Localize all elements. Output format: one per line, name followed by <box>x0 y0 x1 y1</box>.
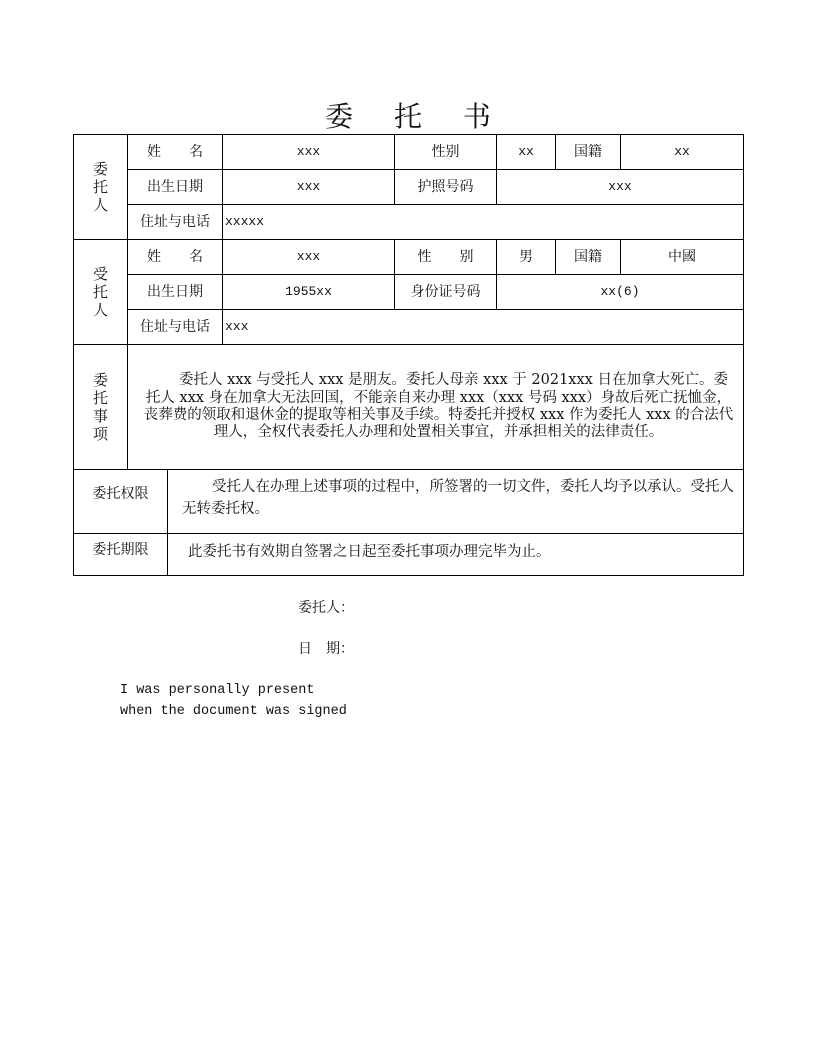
principal-signature-label: 委托人： <box>298 600 354 616</box>
agent-row-birth <box>74 275 744 310</box>
agent-section-label: 受 托 人 <box>74 240 128 345</box>
principal-nationality-label: 国籍 <box>556 135 621 170</box>
agent-birthdate-value: 1955xx <box>223 275 395 310</box>
handwritten-note <box>120 680 347 722</box>
agent-birthdate-label: 出生日期 <box>128 275 223 310</box>
principal-row-name <box>74 135 744 170</box>
principal-name-label: 姓 名 <box>128 135 223 170</box>
principal-row-address <box>74 205 744 240</box>
principal-passport-value: xxx <box>497 170 744 205</box>
principal-address-value: xxxxx <box>223 205 744 240</box>
principal-gender-label: 性别 <box>395 135 497 170</box>
matters-row <box>74 345 744 470</box>
document-title: 委 托 书 <box>325 100 507 133</box>
agent-name-value: xxx <box>223 240 395 275</box>
matters-text: 委托人 xxx 与受托人 xxx 是朋友。委托人母亲 xxx 于 2021xxx 日在加拿大死亡。委托人 xxx 身在加拿大无法回国，不能亲自来办理 xxx（xxx 号码 xxx）身故后死亡抚恤金，丧葬费的领取和退休金的提取等相关事及手续。特委托并授权 xxx 作为委托人 xxx 的合法代理人，全权代表委托人办理和处置相关事宜，并承担相关的法律责任。 <box>143 372 734 441</box>
principal-gender-value: xx <box>497 135 556 170</box>
agent-gender-value: 男 <box>497 240 556 275</box>
agent-name-label: 姓 名 <box>128 240 223 275</box>
authority-row <box>74 470 744 534</box>
agent-address-value: xxx <box>223 310 744 345</box>
agent-nationality-value: 中國 <box>621 240 744 275</box>
power-of-attorney-table <box>73 134 744 576</box>
principal-section-label: 委 托 人 <box>74 135 128 240</box>
principal-nationality-value: xx <box>621 135 744 170</box>
agent-gender-label: 性 别 <box>395 240 497 275</box>
principal-birthdate-label: 出生日期 <box>128 170 223 205</box>
principal-name-value: xxx <box>223 135 395 170</box>
note-line-1: I was personally present <box>120 683 315 698</box>
authority-text-cell <box>168 470 743 533</box>
matters-section-label: 委 托 事 项 <box>74 345 128 470</box>
matters-text-cell <box>128 345 744 470</box>
agent-id-value: xx(6) <box>497 275 744 310</box>
authority-text: 受托人在办理上述事项的过程中，所签署的一切文件，委托人均予以承认。受托人无转委托权。 <box>182 479 734 517</box>
note-line-2: when the document was signed <box>120 704 347 719</box>
period-row <box>74 534 744 576</box>
principal-passport-label: 护照号码 <box>395 170 497 205</box>
signature-date-label: 日 期： <box>298 641 354 657</box>
period-label: 委托期限 <box>74 534 168 575</box>
principal-row-birth <box>74 170 744 205</box>
principal-address-label: 住址与电话 <box>128 205 223 240</box>
agent-id-label: 身份证号码 <box>395 275 497 310</box>
authority-label: 委托权限 <box>74 470 168 533</box>
agent-row-address <box>74 310 744 345</box>
agent-address-label: 住址与电话 <box>128 310 223 345</box>
principal-birthdate-value: xxx <box>223 170 395 205</box>
agent-row-name <box>74 240 744 275</box>
agent-nationality-label: 国籍 <box>556 240 621 275</box>
period-text: 此委托书有效期自签署之日起至委托事项办理完毕为止。 <box>188 544 551 560</box>
